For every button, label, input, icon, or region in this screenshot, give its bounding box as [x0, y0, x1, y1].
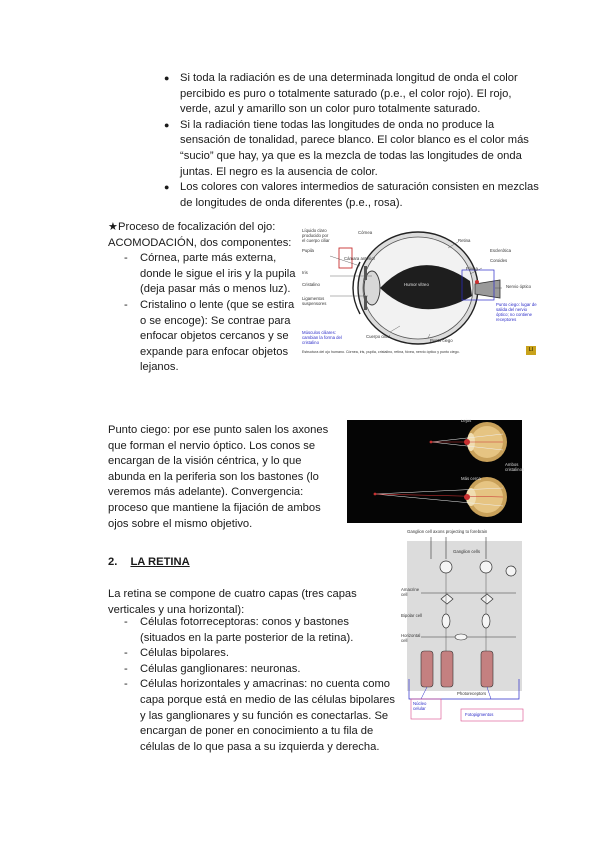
convergence-label-side: Ambos cristalinos — [505, 462, 525, 472]
retina-annot-nucleo: Núcleo celular — [413, 701, 427, 711]
convergence-diagram — [347, 420, 525, 523]
star-icon: ★ — [108, 221, 119, 233]
label-pupila: Pupila — [302, 248, 314, 253]
focalization-line2: ACOMODACIÓN, dos componentes: — [108, 236, 292, 249]
retina-item-bipolar: - Células bipolares. — [120, 646, 396, 662]
focalization-block — [108, 220, 298, 376]
blind-spot-paragraph: Punto ciego: por ese punto salen los axones que forman el nervio óptico. Los conos se encargan de la visión céntrica, y lo que abunda en la periferia son los bastones (lo veremos más adelante). Convergencia: proceso que mantiene la fijación de ambos ojos sobre el mismo objetivo. — [108, 424, 329, 530]
retina-annot-fotopigmentos: Fotopigmentos — [465, 712, 494, 717]
convergence-figure — [347, 418, 525, 523]
retina-label-amacrine: Amacrine cell — [401, 587, 420, 597]
blue-note-left: Músculos ciliares: cambian la forma del cristalino — [302, 330, 342, 345]
item-cristalino: - Cristalino o lente (que se estira o se encoge): Se contrae para enfocar objetos cercanos y se expande para enfocar objetos lejanos. — [120, 298, 298, 376]
label-esclerotica: Esclerótica — [490, 248, 512, 253]
label-cornea: Córnea — [358, 230, 373, 235]
retina-section-heading — [108, 555, 190, 571]
convergence-label-bottom: Más cerca — [461, 476, 481, 481]
bullet-pure-color: ● Si toda la radiación es de una determinada longitud de onda el color percibido es puro o totalmente saturado (p.e., el color rojo). El rojo, verde, azul y amarillo son un color puro totalmente saturado. — [160, 71, 540, 118]
bullet-intermediate-color: ● Los colores con valores intermedios de saturación consisten en mezclas de longitudes de onda diferentes (p.e., rosa). — [160, 180, 540, 211]
label-cuerpo-ciliar: Cuerpo ciliar — [366, 334, 391, 339]
retina-figure — [401, 529, 526, 724]
blue-note-right: Punto ciego: lugar de salida del nervio óptico; no contiene receptores — [496, 302, 537, 322]
item-cornea: - Córnea, parte más externa, donde le sigue el iris y la pupila (deja pasar más o menos luz). — [120, 251, 298, 298]
convergence-label-top: Lejos — [461, 418, 472, 423]
retina-label-bipolar: Bipolar cell — [401, 613, 423, 618]
label-ligamentos: Ligamentos suspensores — [302, 296, 327, 306]
intro-bullet-list — [160, 71, 540, 211]
eye-figure-caption: Estructura del ojo humano. Córnea, iris, pupila, cristalino, retina, fóvea, nervio óptico y punto ciego. — [302, 350, 460, 354]
focalization-heading — [108, 220, 298, 236]
retina-item-photoreceptors: - Células fotorreceptoras: conos y bastones (situados en la parte posterior de la retina). — [120, 615, 396, 646]
label-camara-anterior: Cámara anterior — [344, 256, 376, 261]
retina-item-horizontal: - Células horizontales y amacrinas: no cuenta como capa porque está en medio de las células bipolares y las ganglionares y su función es conectarlas. Se encargan de poner en conocimiento a tu fila de células de lo que pasa a su izquierda y derecha. — [120, 677, 396, 755]
label-punto-ciego: Punto ciego — [430, 338, 453, 343]
retina-label-axons: Ganglion cell axons projecting to forebrain — [407, 529, 488, 534]
label-nervio-optico: Nervio óptico — [506, 284, 532, 289]
eye-anatomy-figure — [300, 226, 540, 358]
label-retina: Retina — [458, 238, 471, 243]
focalization-list — [120, 251, 298, 376]
retina-item-ganglion: - Células ganglionares: neuronas. — [120, 662, 396, 678]
label-cristalino: Cristalino — [302, 282, 320, 287]
page-badge: Ll — [526, 346, 536, 355]
label-iris: Iris — [302, 270, 308, 275]
label-coroides: Coroides — [490, 258, 508, 263]
label-humor-vitreo: Humor vítreo — [404, 282, 429, 287]
retina-label-photoreceptors: Photoreceptors — [457, 691, 487, 696]
bullet-white-color: ● Si la radiación tiene todas las longitudes de onda no produce la sensación de tonalidad, parece blanco. El color blanco es el color más “sucio” que hay, ya que es la mezcla de todas las longitudes de onda juntas. El negro es la ausencia de color. — [160, 118, 540, 180]
retina-label-ganglion: Ganglion cells — [453, 549, 480, 554]
retina-section-number: 2. — [108, 556, 118, 568]
retina-label-horizontal: Horizontal cell — [401, 633, 421, 643]
focalization-line1: Proceso de focalización del ojo: — [118, 221, 276, 233]
label-humor-acuoso: Líquido claro producido por el cuerpo ciliar — [302, 228, 330, 243]
retina-section-title: LA RETINA — [130, 556, 190, 568]
label-fovea: Fóvea — [466, 266, 478, 271]
retina-layers-list — [120, 615, 396, 755]
retina-intro: La retina se compone de cuatro capas (tres capas verticales y una horizontal): — [108, 588, 357, 616]
